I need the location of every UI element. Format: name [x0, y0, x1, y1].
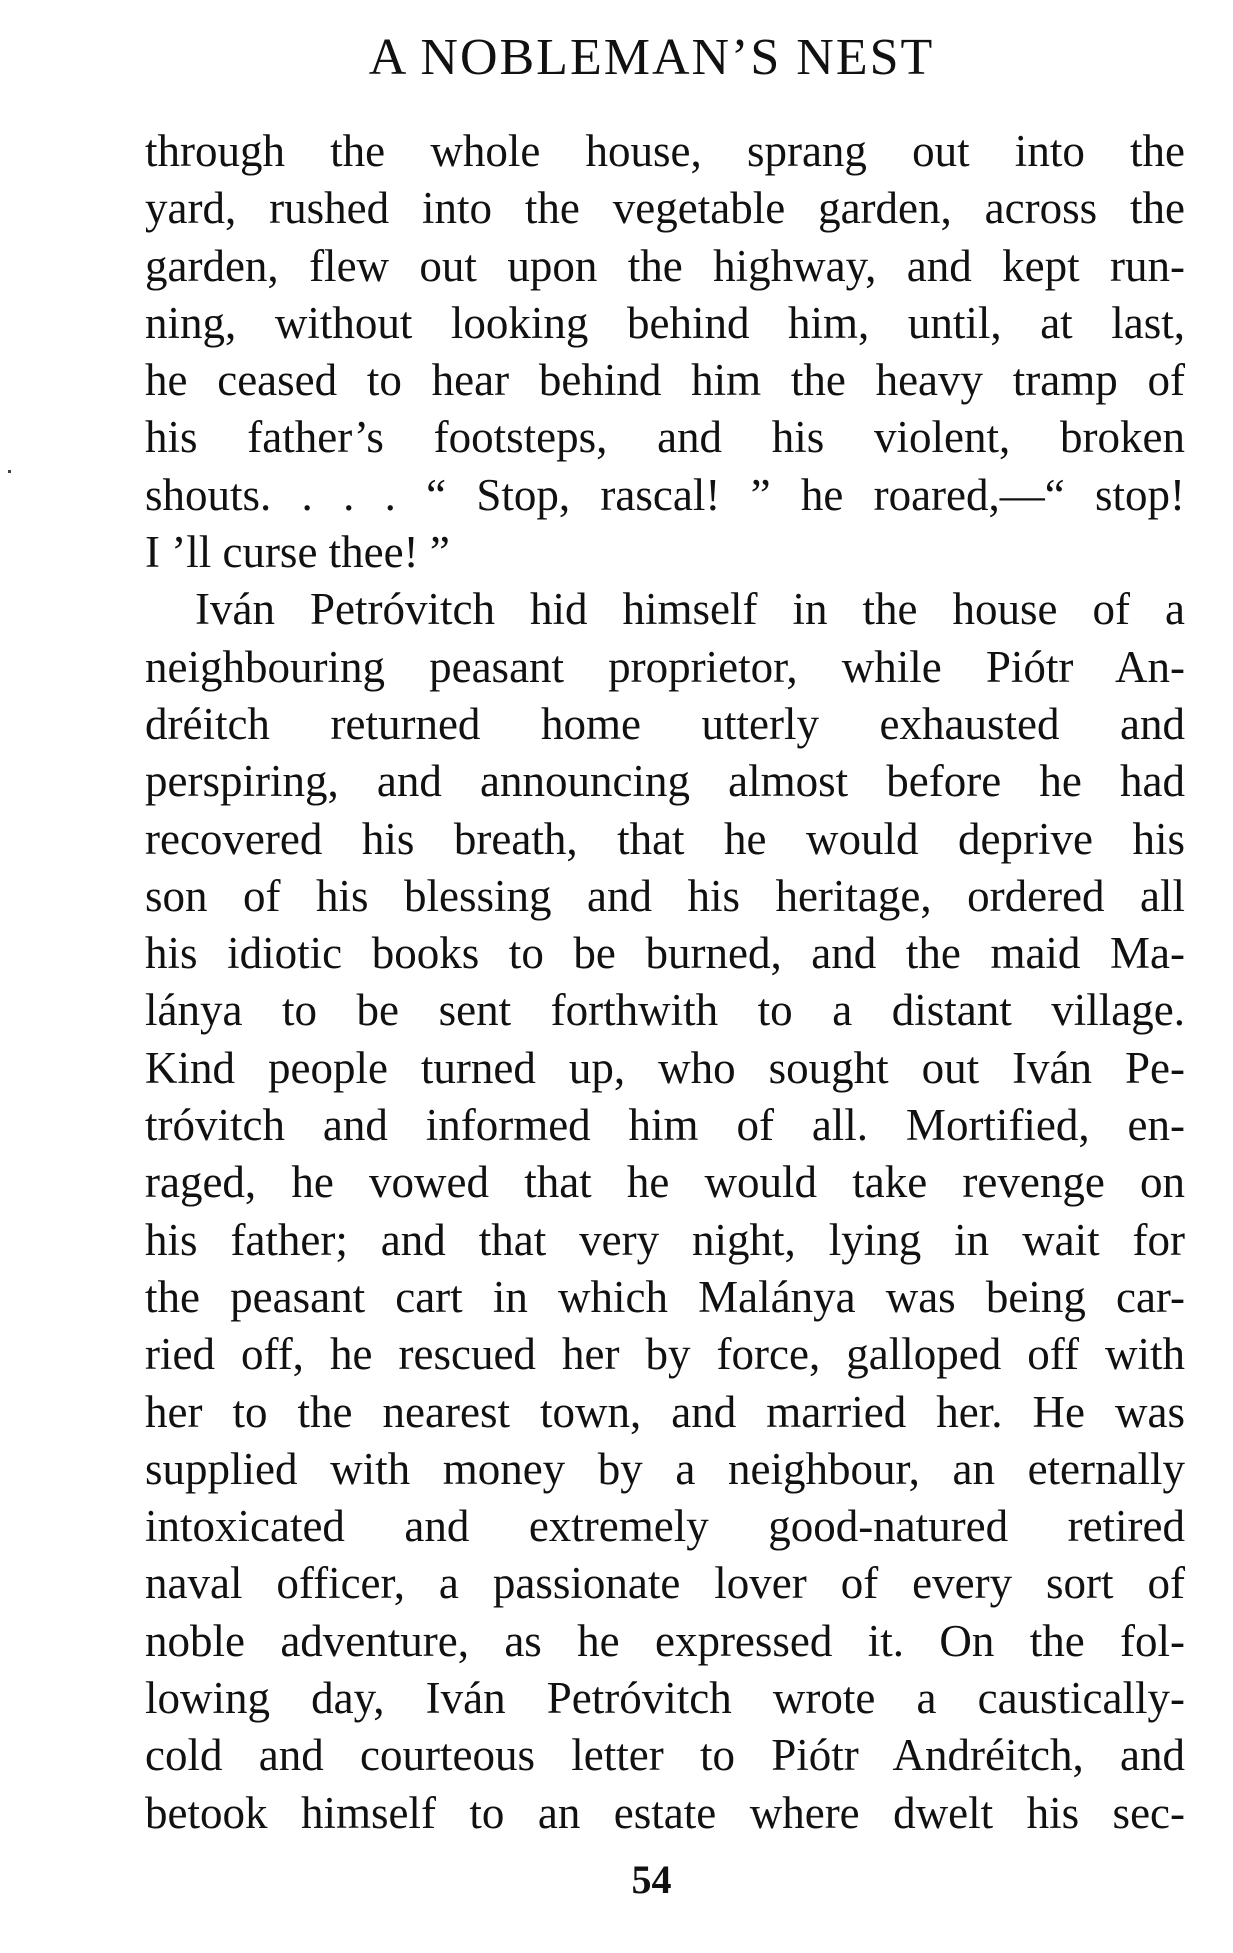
- text-line: his father; and that very night, lying in wait for: [145, 1214, 1185, 1265]
- text-line: through the whole house, sprang out into the: [145, 126, 1185, 176]
- text-line: the peasant cart in which Malánya was being car-: [145, 1271, 1185, 1322]
- text-line: Kind people turned up, who sought out Iván Pe-: [145, 1042, 1185, 1093]
- text-line: her to the nearest town, and married her. He was: [145, 1386, 1185, 1437]
- text-line: ried off, he rescued her by force, galloped off with: [145, 1329, 1185, 1380]
- text-line: cold and courteous letter to Piótr Andréitch, and: [145, 1730, 1185, 1781]
- text-line: I ’ll curse thee! ”: [145, 527, 450, 578]
- text-line: shouts. . . . “ Stop, rascal! ” he roared,—“ stop!: [145, 469, 1185, 520]
- paragraph-1: [145, 123, 1185, 581]
- text-line: garden, flew out upon the highway, and kept run-: [145, 240, 1185, 291]
- text-line: neighbouring peasant proprietor, while Piótr An-: [145, 641, 1185, 692]
- text-line: tróvitch and informed him of all. Mortified, en-: [145, 1100, 1185, 1151]
- text-line: noble adventure, as he expressed it. On the fol-: [145, 1615, 1185, 1666]
- text-line: his father’s footsteps, and his violent, broken: [145, 412, 1185, 463]
- margin-speck: [8, 470, 11, 473]
- text-line: his idiotic books to be burned, and the maid Ma-: [145, 928, 1185, 979]
- text-line: betook himself to an estate where dwelt his sec-: [145, 1787, 1185, 1838]
- running-head: A NOBLEMAN’S NEST: [368, 29, 935, 86]
- body-text: [145, 123, 1185, 1842]
- text-line: yard, rushed into the vegetable garden, across the: [145, 183, 1185, 234]
- text-line: dréitch returned home utterly exhausted and: [145, 698, 1185, 749]
- text-line: Iván Petróvitch hid himself in the house of a: [195, 584, 1185, 635]
- text-line: lánya to be sent forthwith to a distant village.: [145, 985, 1185, 1036]
- page-number: 54: [631, 1857, 672, 1902]
- text-line: lowing day, Iván Petróvitch wrote a caustically-: [145, 1673, 1185, 1724]
- text-line: he ceased to hear behind him the heavy tramp of: [145, 355, 1185, 406]
- text-line: ning, without looking behind him, until, at last,: [145, 297, 1185, 348]
- text-line: perspiring, and announcing almost before he had: [145, 756, 1185, 807]
- text-line: naval officer, a passionate lover of every sort of: [145, 1558, 1185, 1609]
- text-line: son of his blessing and his heritage, ordered all: [145, 870, 1185, 921]
- text-line: recovered his breath, that he would deprive his: [145, 813, 1185, 864]
- paragraph-2: [145, 581, 1185, 1842]
- text-line: raged, he vowed that he would take revenge on: [145, 1157, 1185, 1208]
- text-line: intoxicated and extremely good-natured retired: [145, 1501, 1185, 1552]
- text-line: supplied with money by a neighbour, an eternally: [145, 1443, 1185, 1494]
